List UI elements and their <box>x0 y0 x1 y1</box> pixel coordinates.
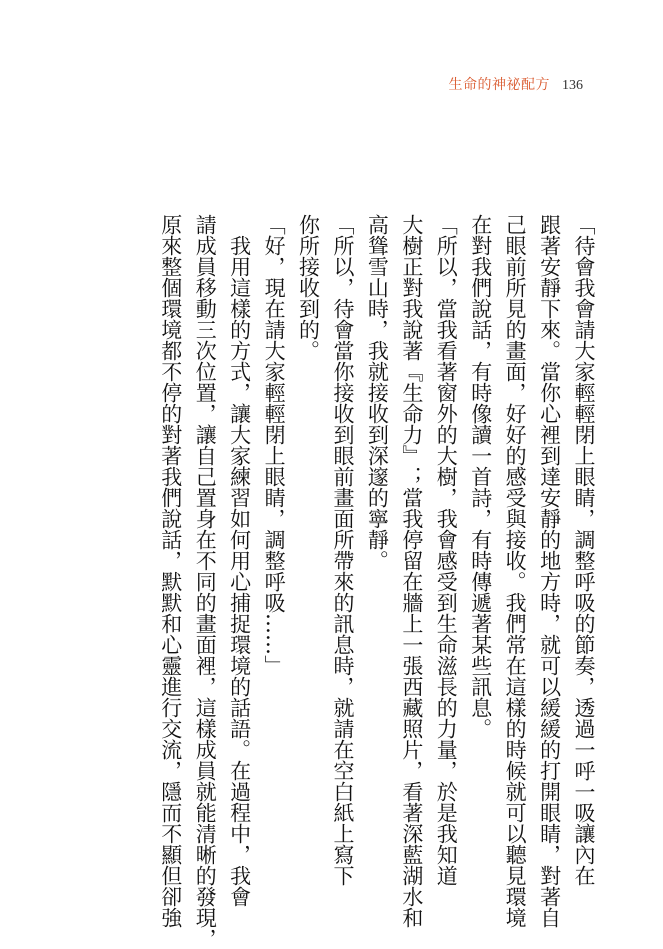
running-header <box>449 74 584 94</box>
text-column: 「所以，當我看著窗外的大樹，我會感受到生命滋長的力量，於是我知道 <box>434 214 459 886</box>
text-column: 大樹正對我說著『生命力』；當我停留在牆上一張西藏照片，看著深藍湖水和 <box>399 214 424 928</box>
text-column: 我用這樣的方式，讓大家練習如何用心捕捉環境的話語。在過程中，我會 <box>227 235 252 907</box>
text-column: 你所接收到的。 <box>296 214 321 361</box>
text-column: 在對我們說話，有時像讀一首詩，有時傳遞著某些訊息。 <box>468 214 493 739</box>
text-column: 「好，現在請大家輕輕閉上眼睛，調整呼吸……」 <box>262 214 287 676</box>
text-column: 請成員移動三次位置，讓自己置身在不同的畫面裡，這樣成員就能清晰的發現， <box>193 214 218 949</box>
text-column: 「所以，待會當你接收到眼前畫面所帶來的訊息時，就請在空白紙上寫下 <box>330 214 355 886</box>
text-column: 己眼前所見的畫面，好好的感受與接收。我們常在這樣的時候就可以聽見環境 <box>503 214 528 928</box>
text-column: 原來整個環境都不停的對著我們說話，默默和心靈進行交流，隱而不顯但卻強 <box>158 214 183 928</box>
vertical-body-text <box>61 214 601 949</box>
text-column: 「待會我會請大家輕輕閉上眼睛，調整呼吸的節奏，透過一呼一吸讓內在 <box>572 214 596 886</box>
book-title: 生命的神祕配方 <box>448 77 550 93</box>
text-column: 高聳雪山時，我就接收到深邃的寧靜。 <box>365 214 390 571</box>
text-column: 跟著安靜下來。當你心裡到達安靜的地方時，就可以緩緩的打開眼睛，對著自 <box>537 214 562 928</box>
page-number: 136 <box>562 78 583 93</box>
